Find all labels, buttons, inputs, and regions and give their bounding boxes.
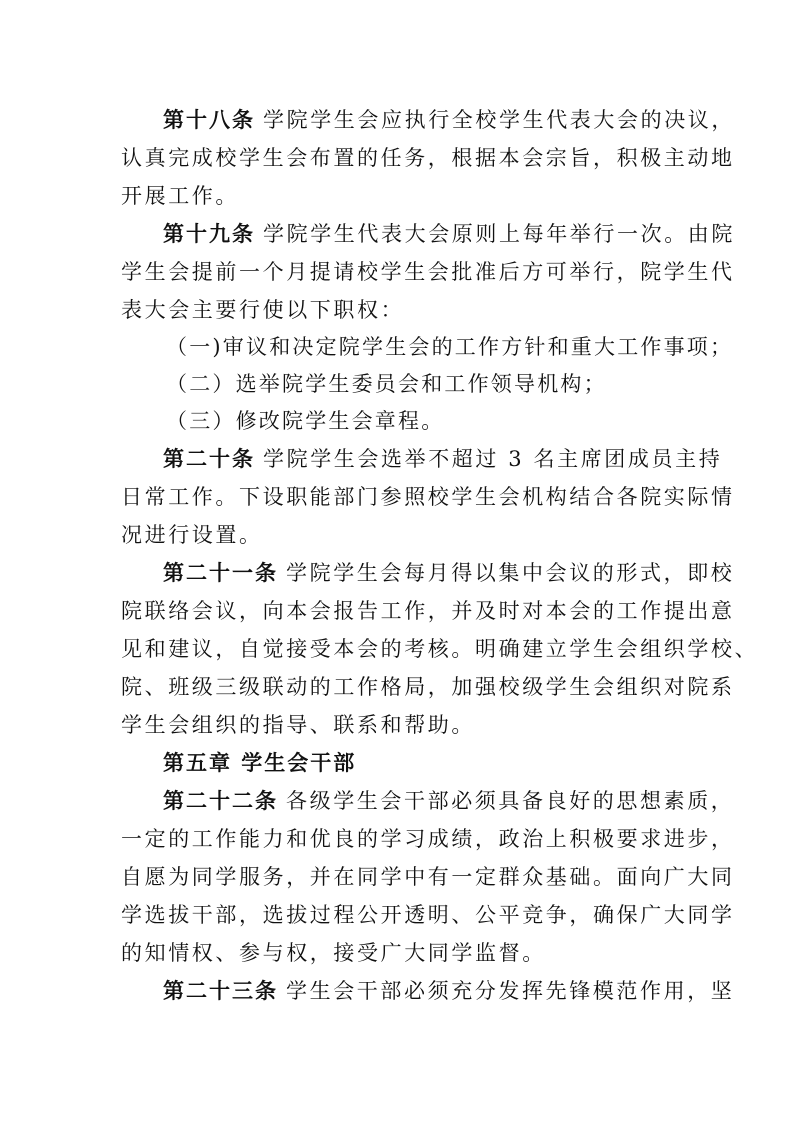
- article-22-line-5: 的知情权、参与权，接受广大同学监督。: [121, 941, 546, 965]
- article-22-line-3: 自愿为同学服务，并在同学中有一定群众基础。面向广大同: [121, 865, 735, 889]
- article-22-line-1: [163, 783, 735, 819]
- article-21-line-2: 院联络会议，向本会报告工作，并及时对本会的工作提出意: [121, 599, 735, 623]
- article-21-line-1: [163, 555, 735, 591]
- article-18-line-3: 开展工作。: [121, 184, 239, 208]
- article-19-item-2: （二）选举院学生委员会和工作领导机构；: [166, 372, 607, 396]
- chapter-5-heading: 第五章 学生会干部: [163, 751, 357, 775]
- article-22-line-2: 一定的工作能力和优良的学习成绩，政治上积极要求进步，: [121, 827, 735, 851]
- article-19-line-1: [163, 216, 735, 252]
- article-22-text: 各级学生会干部必须具备良好的思想素质，: [286, 789, 735, 813]
- article-19-text: 学院学生代表大会原则上每年举行一次。由院: [263, 222, 735, 246]
- article-23-text: 学生会干部必须充分发挥先锋模范作用，坚: [286, 979, 735, 1003]
- article-21-label: 第二十一条: [163, 561, 278, 585]
- article-19-item-1: （一)审议和决定院学生会的工作方针和重大工作事项；: [166, 335, 734, 359]
- article-18-text: 学院学生会应执行全校学生代表大会的决议，: [263, 108, 735, 132]
- article-20-line-3: 况进行设置。: [121, 523, 263, 547]
- article-23-label: 第二十三条: [163, 979, 278, 1003]
- article-20-text: 学院学生会选举不超过 3 名主席团成员主持: [263, 447, 723, 471]
- article-21-line-5: 学生会组织的指导、联系和帮助。: [121, 713, 475, 737]
- article-18-label: 第十八条: [163, 108, 255, 132]
- article-20-line-2: 日常工作。下设职能部门参照校学生会机构结合各院实际情: [121, 485, 735, 509]
- article-19-label: 第十九条: [163, 222, 255, 246]
- article-18-line-1: [163, 102, 735, 138]
- article-22-label: 第二十二条: [163, 789, 278, 813]
- article-20-label: 第二十条: [163, 447, 255, 471]
- article-19-item-3: （三）修改院学生会章程。: [166, 409, 445, 433]
- article-23-line-1: [163, 973, 735, 1009]
- article-22-line-4: 学选拔干部，选拔过程公开透明、公平竞争，确保广大同学: [121, 903, 735, 927]
- article-21-line-3: 见和建议，自觉接受本会的考核。明确建立学生会组织学校、: [121, 637, 759, 661]
- article-18-line-2: 认真完成校学生会布置的任务，根据本会宗旨，积极主动地: [121, 146, 735, 170]
- article-21-text: 学院学生会每月得以集中会议的形式，即校: [286, 561, 735, 585]
- article-20-line-1: [163, 441, 723, 477]
- article-19-line-3: 表大会主要行使以下职权：: [121, 298, 405, 322]
- article-19-line-2: 学生会提前一个月提请校学生会批准后方可举行，院学生代: [121, 260, 735, 284]
- article-21-line-4: 院、班级三级联动的工作格局，加强校级学生会组织对院系: [121, 675, 735, 699]
